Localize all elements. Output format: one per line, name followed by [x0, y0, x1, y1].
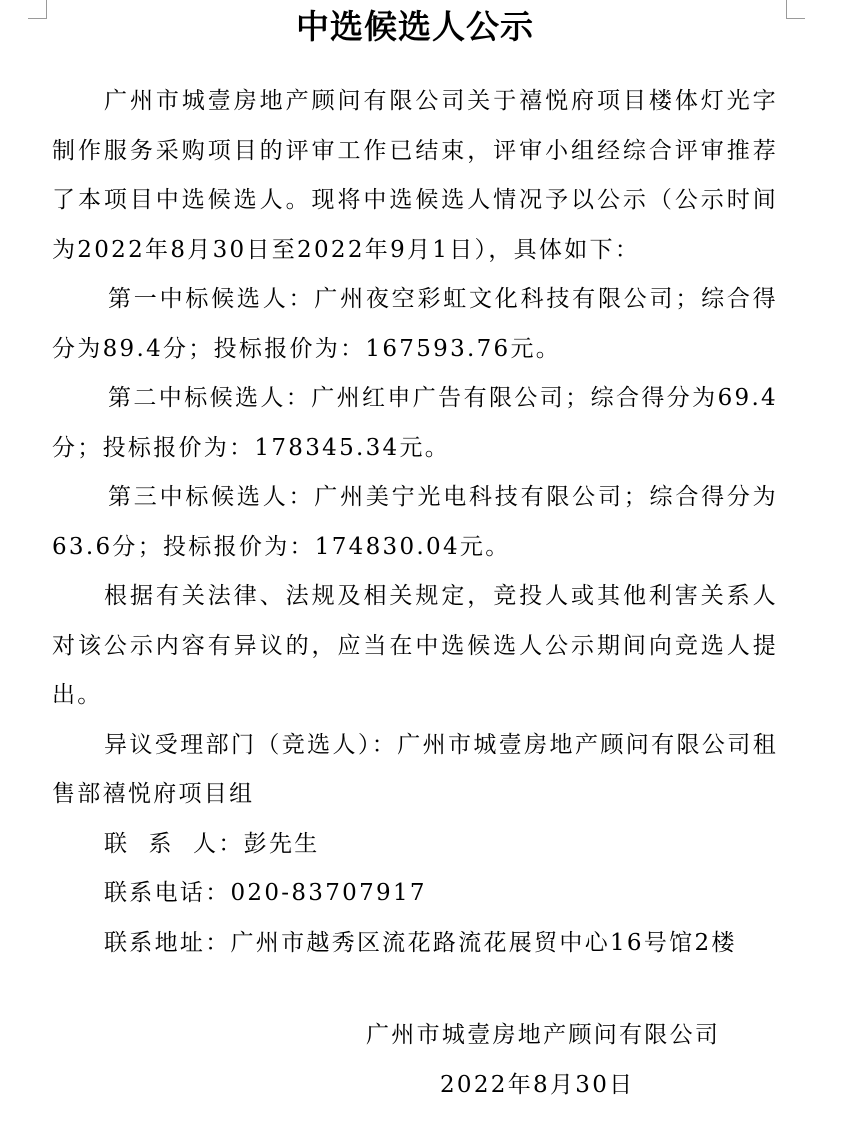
document-body [52, 77, 778, 968]
objection-department: 异议受理部门（竞选人）：广州市城壹房地产顾问有限公司租售部禧悦府项目组 [52, 731, 778, 807]
signature-block [300, 1010, 780, 1110]
signature-date: 2022年8月30日 [440, 1072, 635, 1098]
candidate-list [52, 275, 778, 572]
objection-notice: 根据有关法律、法规及相关规定，竞投人或其他利害关系人对该公示内容有异议的，应当在中选候选人公示期间向竞选人提出。 [52, 583, 778, 708]
candidate-item: 第三中标候选人：广州美宁光电科技有限公司；综合得分为63.6分；投标报价为：174830.04元。 [52, 484, 778, 560]
contact-address: 联系地址：广州市越秀区流花路流花展贸中心16号馆2楼 [104, 929, 737, 956]
document-title: 中选候选人公示 [296, 7, 534, 46]
contact-person: 联 系 人：彭先生 [104, 830, 320, 857]
signature-company: 广州市城壹房地产顾问有限公司 [366, 1022, 721, 1048]
candidate-item: 第二中标候选人：广州红申广告有限公司；综合得分为69.4分；投标报价为：178345.34元。 [52, 385, 778, 461]
contact-phone: 联系电话：020-83707917 [104, 880, 427, 906]
candidate-item: 第一中标候选人：广州夜空彩虹文化科技有限公司；综合得分为89.4分；投标报价为：167593.76元。 [52, 286, 778, 362]
intro-paragraph: 广州市城壹房地产顾问有限公司关于禧悦府项目楼体灯光字制作服务采购项目的评审工作已结束，评审小组经综合评审推荐了本项目中选候选人。现将中选候选人情况予以公示（公示时间为2022年8月30日至2022年9月1日），具体如下： [52, 88, 778, 263]
